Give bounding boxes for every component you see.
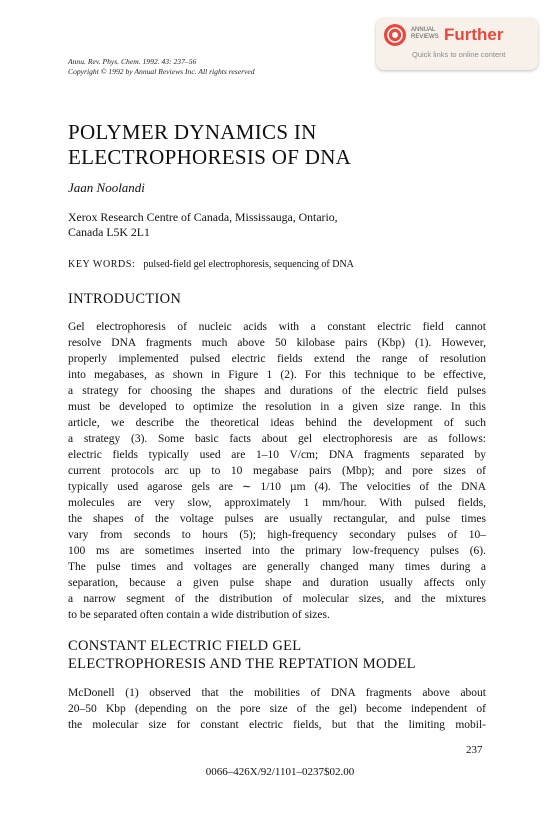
article-title-line: ELECTROPHORESIS OF DNA [68, 145, 352, 169]
section-heading-introduction: INTRODUCTION [68, 291, 182, 307]
text-line: molecules are very slow, approximately 1 mm/hour. With pulsed fields, [68, 497, 486, 509]
text-line: 20–50 Kbp (depending on the pore size of the gel) become independent of [68, 703, 486, 715]
text-line: The pulse times and voltages are generally changed many times during a [68, 561, 486, 573]
article-title [68, 120, 351, 170]
text-line: separation, because a given pulse shape and duration usually affects only [68, 577, 486, 589]
page-number: 237 [466, 744, 483, 756]
further-links-banner[interactable] [376, 18, 538, 70]
text-line: to be separated often contain a wide distribution of sizes. [68, 609, 330, 621]
constant-field-paragraph [68, 685, 486, 733]
section-heading-constant-field [68, 637, 416, 673]
text-line: Gel electrophoresis of nucleic acids with a constant electric field cannot [68, 321, 486, 333]
introduction-paragraph [68, 319, 486, 623]
text-line: a strategy for choosing the shapes and durations of the electric field pulses [68, 385, 486, 397]
text-line: current protocols arc up to 10 megabase pairs (Mbp); and pore sizes of [68, 465, 486, 477]
author-affiliation [68, 210, 338, 240]
publisher-name [411, 27, 439, 41]
text-line: the shapes of the voltage pulses are usually rectangular, and pulse times [68, 513, 486, 525]
keywords [68, 259, 354, 270]
text-line: article, we describe the theoretical ideas behind the development of such [68, 417, 486, 429]
section-heading-line: CONSTANT ELECTRIC FIELD GEL [68, 638, 302, 654]
section-heading-line: ELECTROPHORESIS AND THE REPTATION MODEL [68, 656, 416, 672]
text-line: typically used agarose gels are ∼ 1/10 µm (4). The velocities of the DNA [68, 481, 486, 493]
journal-citation [68, 57, 255, 77]
text-line: McDonell (1) observed that the mobilities of DNA fragments above about [68, 687, 486, 699]
copyright-line: Copyright © 1992 by Annual Reviews Inc. All rights reserved [68, 67, 255, 76]
further-brand: Further [444, 25, 504, 44]
text-line: electric fields typically used are 1–10 V/cm; DNA fragments separated by [68, 449, 486, 461]
affiliation-line: Canada L5K 2L1 [68, 225, 150, 239]
text-line: must be developed to optimize the resolution in a given size range. In this [68, 401, 486, 413]
further-subtitle-link[interactable]: Quick links to online content [412, 50, 506, 59]
publisher-name-line: ANNUAL [411, 27, 436, 33]
author-name: Jaan Noolandi [68, 180, 145, 195]
journal-citation-line: Annu. Rev. Phys. Chem. 1992. 43: 237–56 [68, 57, 197, 66]
text-line: into megabases, as shown in Figure 1 (2). For this technique to be effective, [68, 369, 486, 381]
text-line: a strategy (3). Some basic facts about gel electrophoresis are as follows: [68, 433, 486, 445]
text-line: a narrow segment of the distribution of molecular sizes, and the mixtures [68, 593, 486, 605]
text-line: vary from seconds to hours (5); high-frequency secondary pulses of 10– [68, 529, 486, 541]
text-line: 100 ms are sometimes inserted into the primary low-frequency pulses (6). [68, 545, 486, 557]
article-title-line: POLYMER DYNAMICS IN [68, 120, 317, 144]
text-line: resolve DNA fragments much above 50 kilobase pairs (Kbp) (1). However, [68, 337, 486, 349]
annual-reviews-logo-icon [384, 24, 406, 46]
keywords-text: pulsed-field gel electrophoresis, sequencing of DNA [143, 259, 354, 270]
text-line: properly implemented pulsed electric fields extend the range of resolution [68, 353, 486, 365]
keywords-label: KEY WORDS: [68, 259, 136, 270]
text-line: the molecular size for constant electric fields, but that the limiting mobil- [68, 719, 486, 731]
affiliation-line: Xerox Research Centre of Canada, Mississauga, Ontario, [68, 210, 338, 224]
price-code: 0066–426X/92/1101–0237$02.00 [205, 766, 355, 778]
publisher-name-line: REVIEWS [411, 34, 439, 40]
